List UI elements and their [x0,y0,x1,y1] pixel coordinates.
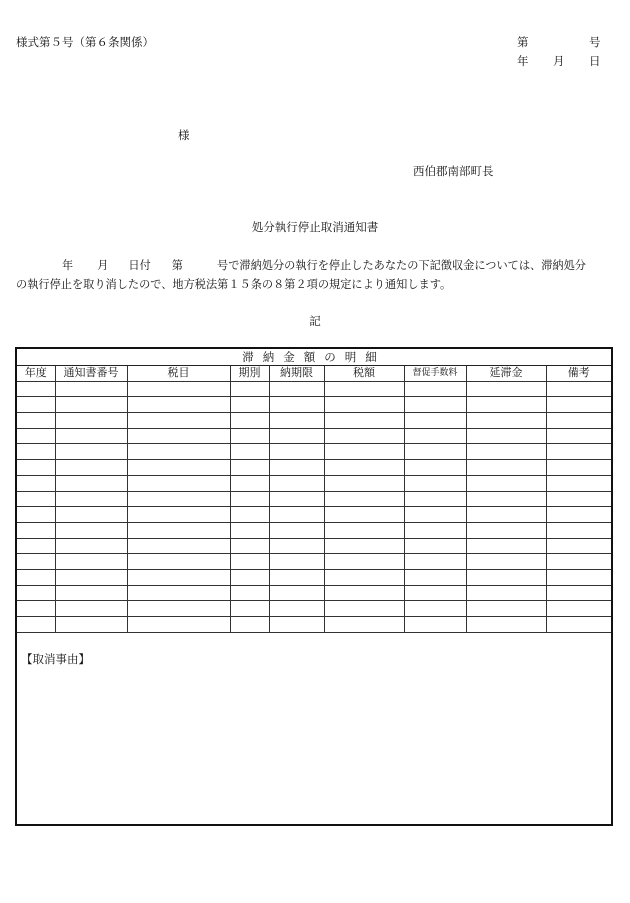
table-cell[interactable] [324,444,404,460]
table-cell[interactable] [17,522,55,538]
table-cell[interactable] [546,397,611,413]
col-header-period: 期別 [230,366,269,381]
table-cell[interactable] [17,617,55,633]
table-cell[interactable] [55,413,127,429]
table-cell[interactable] [546,444,611,460]
arrears-detail-table [17,366,611,633]
table-cell[interactable] [404,413,466,429]
table-cell[interactable] [127,538,230,554]
body-day-label: 日付 [128,259,151,272]
table-cell[interactable] [17,601,55,617]
table-cell[interactable] [404,475,466,491]
table-cell[interactable] [269,428,324,444]
table-cell[interactable] [269,397,324,413]
col-header-tax-amount: 税額 [324,366,404,381]
body-month-label: 月 [97,259,109,272]
table-row [17,617,611,633]
body-year-label: 年 [62,259,74,272]
table-cell[interactable] [269,381,324,397]
table-row [17,444,611,460]
table-cell[interactable] [17,507,55,523]
table-cell[interactable] [546,522,611,538]
table-cell[interactable] [404,617,466,633]
table-cell[interactable] [404,444,466,460]
table-row [17,397,611,413]
col-header-remarks: 備考 [546,366,611,381]
table-row [17,413,611,429]
table-cell[interactable] [546,381,611,397]
table-cell[interactable] [127,601,230,617]
table-cell[interactable] [55,538,127,554]
table-cell[interactable] [546,460,611,476]
table-cell[interactable] [55,569,127,585]
table-cell[interactable] [55,554,127,570]
table-cell[interactable] [324,413,404,429]
table-cell[interactable] [17,491,55,507]
table-cell[interactable] [127,397,230,413]
table-row [17,381,611,397]
table-cell[interactable] [127,585,230,601]
table-cell[interactable] [269,491,324,507]
table-cell[interactable] [230,444,269,460]
date-day-label: 日 [589,54,601,68]
table-cell[interactable] [324,475,404,491]
table-header-row [17,366,611,381]
table-cell[interactable] [17,444,55,460]
table-cell[interactable] [404,585,466,601]
table-cell[interactable] [269,444,324,460]
table-cell[interactable] [466,428,546,444]
table-cell[interactable] [230,507,269,523]
table-cell[interactable] [466,413,546,429]
table-cell[interactable] [230,381,269,397]
table-cell[interactable] [466,585,546,601]
table-cell[interactable] [404,601,466,617]
table-cell[interactable] [324,397,404,413]
table-row [17,554,611,570]
table-row [17,569,611,585]
cancellation-reason-label: 【取消事由】 [21,652,90,666]
table-cell[interactable] [269,475,324,491]
date-month-label: 月 [553,54,565,68]
col-header-reminder-fee: 督促手数料 [404,366,466,381]
table-cell[interactable] [127,413,230,429]
table-cell[interactable] [127,522,230,538]
table-row [17,475,611,491]
table-row [17,538,611,554]
table-cell[interactable] [55,397,127,413]
arrears-detail-frame [15,347,613,826]
table-cell[interactable] [404,554,466,570]
table-cell[interactable] [269,569,324,585]
table-cell[interactable] [466,491,546,507]
notice-body-line-1 [16,256,616,275]
table-cell[interactable] [127,491,230,507]
table-cell[interactable] [324,554,404,570]
table-cell[interactable] [404,507,466,523]
table-cell[interactable] [127,617,230,633]
table-cell[interactable] [324,585,404,601]
table-cell[interactable] [17,397,55,413]
table-cell[interactable] [127,507,230,523]
table-cell[interactable] [17,538,55,554]
table-body [17,381,611,632]
col-header-late-charge: 延滞金 [466,366,546,381]
table-cell[interactable] [546,507,611,523]
col-header-notice-number: 通知書番号 [55,366,127,381]
table-cell[interactable] [230,491,269,507]
table-cell[interactable] [17,460,55,476]
table-cell[interactable] [230,585,269,601]
table-cell[interactable] [269,413,324,429]
table-cell[interactable] [404,491,466,507]
table-row [17,507,611,523]
table-cell[interactable] [404,397,466,413]
notice-body [16,256,616,294]
table-cell[interactable] [230,475,269,491]
table-cell[interactable] [55,475,127,491]
table-cell[interactable] [269,585,324,601]
table-row [17,491,611,507]
table-cell[interactable] [324,460,404,476]
table-cell[interactable] [466,522,546,538]
table-cell[interactable] [55,460,127,476]
table-cell[interactable] [324,381,404,397]
table-cell[interactable] [55,428,127,444]
ki-heading: 記 [309,314,321,328]
table-cell[interactable] [546,569,611,585]
table-cell[interactable] [404,522,466,538]
table-cell[interactable] [466,381,546,397]
table-cell[interactable] [466,397,546,413]
table-cell[interactable] [324,428,404,444]
table-cell[interactable] [127,569,230,585]
table-cell[interactable] [269,460,324,476]
table-cell[interactable] [324,617,404,633]
table-cell[interactable] [17,475,55,491]
table-cell[interactable] [230,522,269,538]
table-cell[interactable] [546,538,611,554]
table-cell[interactable] [324,507,404,523]
table-row [17,428,611,444]
table-cell[interactable] [324,522,404,538]
col-header-tax-item: 税目 [127,366,230,381]
table-cell[interactable] [230,538,269,554]
table-cell[interactable] [466,444,546,460]
table-cell[interactable] [127,444,230,460]
table-cell[interactable] [466,475,546,491]
table-cell[interactable] [17,554,55,570]
table-cell[interactable] [17,428,55,444]
table-cell[interactable] [127,554,230,570]
sender-name: 西伯郡南部町長 [413,164,494,178]
recipient-honorific: 様 [178,128,190,142]
table-row [17,585,611,601]
table-cell[interactable] [230,569,269,585]
table-cell[interactable] [55,381,127,397]
table-cell[interactable] [404,381,466,397]
col-header-due-date: 納期限 [269,366,324,381]
table-cell[interactable] [17,381,55,397]
table-cell[interactable] [269,617,324,633]
table-cell[interactable] [324,569,404,585]
table-row [17,601,611,617]
table-cell[interactable] [546,475,611,491]
table-cell[interactable] [127,381,230,397]
table-cell[interactable] [466,617,546,633]
table-cell[interactable] [230,397,269,413]
table-cell[interactable] [230,617,269,633]
table-cell[interactable] [546,413,611,429]
table-cell[interactable] [466,601,546,617]
table-cell[interactable] [55,617,127,633]
table-cell[interactable] [17,569,55,585]
table-cell[interactable] [404,569,466,585]
table-cell[interactable] [17,585,55,601]
table-cell[interactable] [269,507,324,523]
table-cell[interactable] [230,554,269,570]
table-cell[interactable] [269,601,324,617]
table-cell[interactable] [324,538,404,554]
table-row [17,460,611,476]
table-cell[interactable] [127,428,230,444]
body-text-part-1: 号で滞納処分の執行を停止したあなたの下記徴収金については、滞納処分 [217,259,586,272]
form-number-label: 様式第５号（第６条関係） [16,35,154,49]
table-cell[interactable] [324,491,404,507]
table-cell[interactable] [230,428,269,444]
table-cell[interactable] [466,554,546,570]
table-cell[interactable] [546,428,611,444]
table-cell[interactable] [55,444,127,460]
table-cell[interactable] [17,413,55,429]
table-cell[interactable] [546,554,611,570]
table-cell[interactable] [269,554,324,570]
table-cell[interactable] [546,491,611,507]
col-header-fiscal-year: 年度 [17,366,55,381]
table-cell[interactable] [127,475,230,491]
notice-body-line-2: の執行停止を取り消したので、地方税法第１５条の８第２項の規定により通知します。 [16,278,452,291]
document-title: 処分執行停止取消通知書 [251,220,379,234]
table-cell[interactable] [230,413,269,429]
number-suffix: 号 [589,35,601,49]
table-cell[interactable] [466,538,546,554]
table-cell[interactable] [269,538,324,554]
table-cell[interactable] [546,617,611,633]
table-cell[interactable] [546,601,611,617]
table-cell[interactable] [55,491,127,507]
table-row [17,522,611,538]
table-cell[interactable] [404,428,466,444]
table-cell[interactable] [55,522,127,538]
number-prefix: 第 [517,35,529,49]
table-cell[interactable] [324,601,404,617]
table-cell[interactable] [269,522,324,538]
arrears-table-title: 滞納金額の明細 [17,349,611,366]
table-cell[interactable] [127,460,230,476]
table-cell[interactable] [55,601,127,617]
table-cell[interactable] [546,585,611,601]
table-cell[interactable] [55,507,127,523]
table-cell[interactable] [404,538,466,554]
date-year-label: 年 [517,54,529,68]
table-cell[interactable] [466,507,546,523]
body-number-prefix: 第 [171,259,183,272]
table-cell[interactable] [230,460,269,476]
table-cell[interactable] [404,460,466,476]
table-cell[interactable] [466,460,546,476]
table-cell[interactable] [55,585,127,601]
table-cell[interactable] [466,569,546,585]
table-cell[interactable] [230,601,269,617]
